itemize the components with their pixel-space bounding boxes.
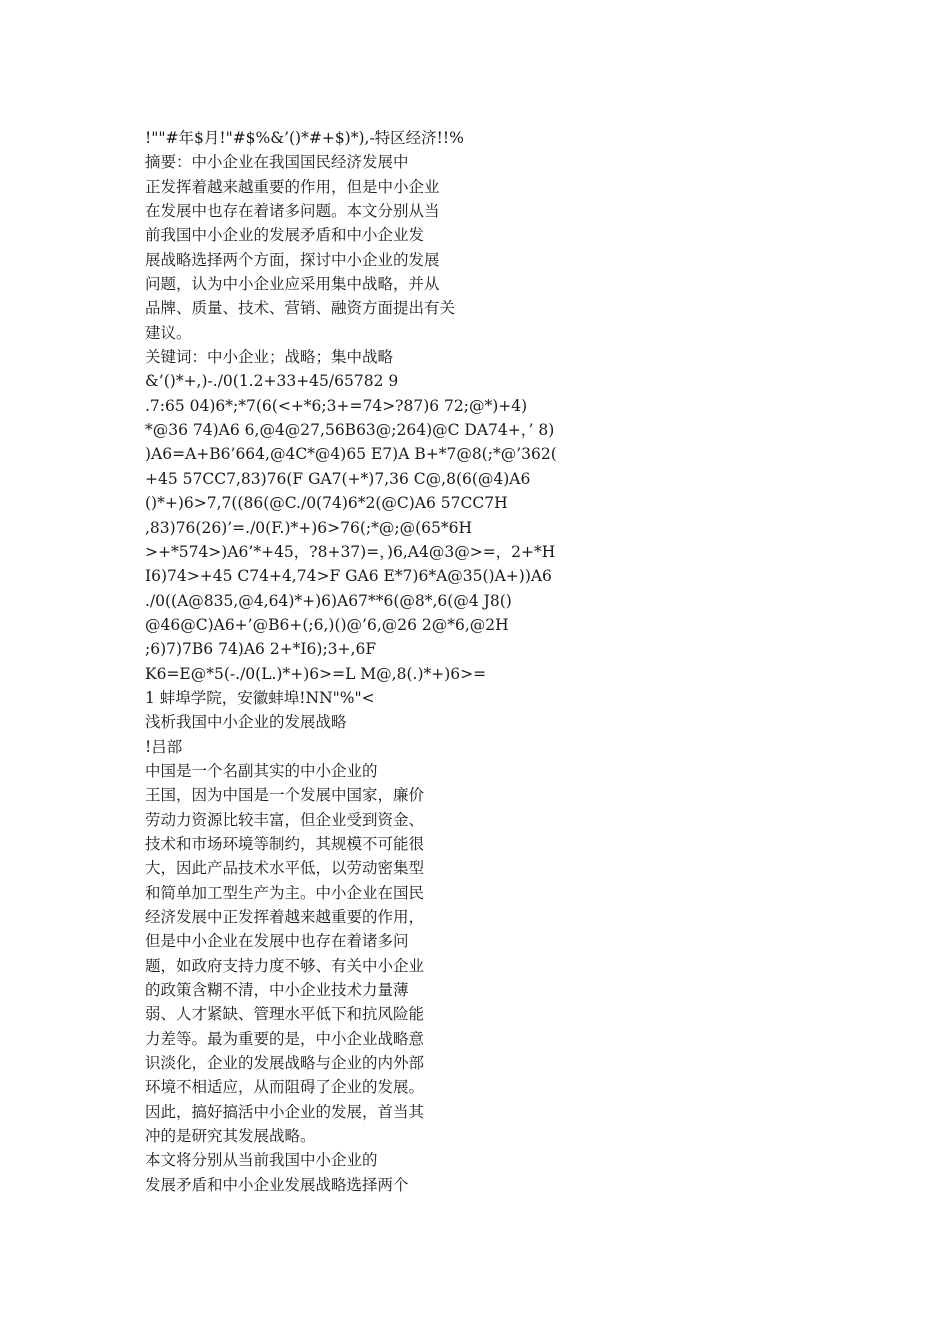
text-line: 技术和市场环境等制约，其规模不可能很 bbox=[145, 834, 425, 853]
text-line: ,83)76(26)’=./0(F.)*+)6>76(;*@;@(65*6H bbox=[145, 518, 473, 537]
text-line: +45 57CC7,83)76(F GA7(+*)7,36 C@,8(6(@4)A6 bbox=[145, 469, 531, 488]
text-line: !吕部 bbox=[145, 737, 183, 756]
text-line: 建议。 bbox=[145, 323, 192, 342]
text-line: 品牌、质量、技术、营销、融资方面提出有关 bbox=[145, 299, 456, 318]
text-line: 中国是一个名副其实的中小企业的 bbox=[145, 761, 378, 780]
text-line: >+*574>)A6’*+45，?8+37)=，)6,A4@3@>=，2+*H bbox=[145, 542, 556, 561]
text-line: ./0((A@835,@4,64)*+)6)A67**6(@8*,6(@4 J8() bbox=[145, 591, 512, 610]
text-line: 前我国中小企业的发展矛盾和中小企业发 bbox=[145, 226, 425, 245]
text-line: 和简单加工型生产为主。中小企业在国民 bbox=[145, 883, 425, 902]
text-line: 本文将分别从当前我国中小企业的 bbox=[145, 1151, 378, 1170]
text-line: 在发展中也存在着诸多问题。本文分别从当 bbox=[145, 202, 440, 221]
text-line: 问题，认为中小企业应采用集中战略，并从 bbox=[145, 275, 440, 294]
text-line: 大，因此产品技术水平低，以劳动密集型 bbox=[145, 859, 425, 878]
text-line: &’()*+,)-./0(1.2+33+45/65782 9 bbox=[145, 372, 399, 391]
text-line: !""#年$月!"#$%&’()*#+$)*),-特区经济!!% bbox=[145, 129, 464, 147]
text-line: 劳动力资源比较丰富，但企业受到资金、 bbox=[145, 810, 425, 829]
text-line: I6)74>+45 C74+4,74>F GA6 E*7)6*A@35()A+))A6 bbox=[145, 567, 552, 586]
text-line: 关键词：中小企业；战略；集中战略 bbox=[145, 348, 394, 367]
text-line: 正发挥着越来越重要的作用，但是中小企业 bbox=[145, 177, 440, 196]
text-line: 力差等。最为重要的是，中小企业战略意 bbox=[145, 1029, 425, 1048]
text-line: 经济发展中正发挥着越来越重要的作用， bbox=[145, 908, 425, 926]
text-line: 因此，搞好搞活中小企业的发展，首当其 bbox=[145, 1102, 425, 1121]
text-line: 发展矛盾和中小企业发展战略选择两个 bbox=[145, 1175, 409, 1194]
text-line: 但是中小企业在发展中也存在着诸多问 bbox=[145, 932, 409, 951]
text-line: ()*+)6>7,7((86(@C./0(74)6*2(@C)A6 57CC7H bbox=[145, 494, 508, 513]
text-line: 展战略选择两个方面，探讨中小企业的发展 bbox=[145, 250, 440, 269]
text-line: 题，如政府支持力度不够、有关中小企业 bbox=[145, 956, 425, 975]
text-line: 摘要：中小企业在我国国民经济发展中 bbox=[145, 153, 409, 172]
text-line: 王国，因为中国是一个发展中国家，廉价 bbox=[145, 786, 425, 805]
text-line: 浅析我国中小企业的发展战略 bbox=[145, 713, 347, 732]
text-line: .7:65 04)6*;*7(6(<+*6;3+=74>?87)6 72;@*)+4) bbox=[145, 396, 528, 415]
text-line: )A6=A+B6’664,@4C*@4)65 E7)A B+*7@8(;*@’362( bbox=[145, 445, 557, 464]
text-line: K6=E@*5(-./0(L.)*+)6>=L M@,8(.)*+)6>= bbox=[145, 664, 487, 683]
text-line: *@36 74)A6 6,@4@27,56B63@;264)@C DA74+，’ 8) bbox=[145, 421, 555, 440]
document-text bbox=[145, 126, 865, 1197]
text-line: 弱、人才紧缺、管理水平低下和抗风险能 bbox=[145, 1005, 425, 1024]
text-line: 环境不相适应，从而阻碍了企业的发展。 bbox=[145, 1078, 425, 1097]
text-line: 的政策含糊不清，中小企业技术力量薄 bbox=[145, 981, 409, 1000]
text-line: @46@C)A6+’@B6+(;6,)()@’6,@26 2@*6,@2H bbox=[145, 615, 509, 634]
text-line: 冲的是研究其发展战略。 bbox=[145, 1127, 316, 1146]
text-line: 1 蚌埠学院，安徽蚌埠!NN"%"< bbox=[145, 688, 375, 707]
text-line: 识淡化，企业的发展战略与企业的内外部 bbox=[145, 1054, 425, 1073]
text-line: ;6)7)7B6 74)A6 2+*I6);3+,6F bbox=[145, 640, 377, 659]
